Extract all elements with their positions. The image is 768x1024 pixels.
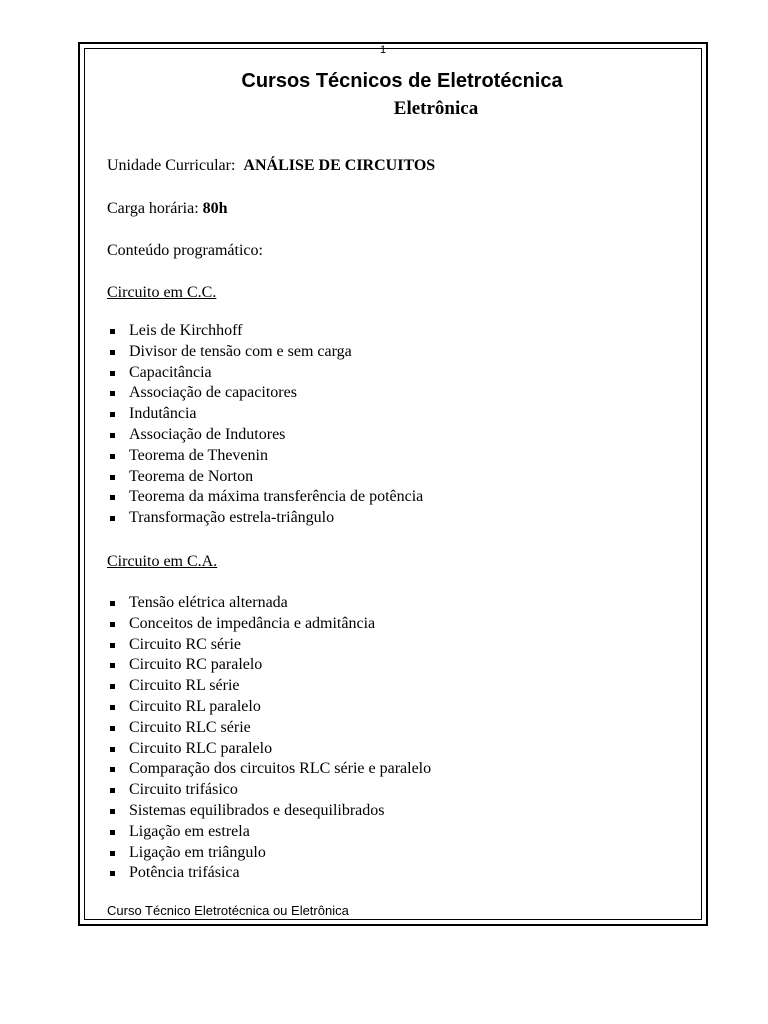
list-item: Conceitos de impedância e admitância	[107, 614, 431, 635]
bullet-square-icon	[110, 516, 115, 521]
bullet-square-icon	[110, 371, 115, 376]
hours-label: Carga horária:	[107, 200, 199, 217]
list-item: Capacitância	[107, 363, 423, 384]
list-item: Circuito RC paralelo	[107, 655, 431, 676]
list-item: Teorema da máxima transferência de potência	[107, 487, 423, 508]
list-item: Teorema de Thevenin	[107, 446, 423, 467]
bullet-square-icon	[110, 767, 115, 772]
bullet-square-icon	[110, 433, 115, 438]
unit-value: ANÁLISE DE CIRCUITOS	[243, 157, 436, 174]
list-item: Sistemas equilibrados e desequilibrados	[107, 801, 431, 822]
bullet-square-icon	[110, 726, 115, 731]
list-item: Circuito trifásico	[107, 780, 431, 801]
list-item: Transformação estrela-triângulo	[107, 508, 423, 529]
list-item: Ligação em estrela	[107, 822, 431, 843]
bullet-square-icon	[110, 350, 115, 355]
list-item: Leis de Kirchhoff	[107, 321, 423, 342]
bullet-square-icon	[110, 622, 115, 627]
bullet-square-icon	[110, 809, 115, 814]
list-item: Comparação dos circuitos RLC série e paralelo	[107, 759, 431, 780]
list-item: Tensão elétrica alternada	[107, 593, 431, 614]
list-item: Circuito RL paralelo	[107, 697, 431, 718]
hours-line	[107, 199, 228, 219]
topic-list-cc	[107, 321, 423, 529]
unit-label: Unidade Curricular:	[107, 157, 236, 174]
bullet-square-icon	[110, 684, 115, 689]
bullet-square-icon	[110, 663, 115, 668]
content-label: Conteúdo programático:	[107, 242, 263, 259]
bullet-square-icon	[110, 495, 115, 500]
bullet-square-icon	[110, 871, 115, 876]
list-item: Circuito RC série	[107, 635, 431, 656]
bullet-square-icon	[110, 329, 115, 334]
section-heading-cc: Circuito em C.C.	[107, 284, 217, 301]
document-title: Cursos Técnicos de Eletrotécnica	[241, 70, 563, 92]
list-item: Ligação em triângulo	[107, 843, 431, 864]
bullet-square-icon	[110, 705, 115, 710]
list-item: Potência trifásica	[107, 863, 431, 884]
page-footer: Curso Técnico Eletrotécnica ou Eletrônica	[107, 903, 349, 918]
list-item: Associação de capacitores	[107, 383, 423, 404]
bullet-square-icon	[110, 412, 115, 417]
bullet-square-icon	[110, 454, 115, 459]
bullet-square-icon	[110, 643, 115, 648]
hours-value: 80h	[202, 200, 228, 217]
list-item: Indutância	[107, 404, 423, 425]
list-item: Teorema de Norton	[107, 467, 423, 488]
bullet-square-icon	[110, 830, 115, 835]
document-subtitle: Eletrônica	[393, 98, 479, 119]
list-item: Associação de Indutores	[107, 425, 423, 446]
bullet-square-icon	[110, 788, 115, 793]
bullet-square-icon	[110, 747, 115, 752]
bullet-square-icon	[110, 601, 115, 606]
topic-list-ca	[107, 593, 431, 884]
list-item: Circuito RLC série	[107, 718, 431, 739]
list-item: Circuito RLC paralelo	[107, 739, 431, 760]
page-number: 1	[380, 44, 387, 56]
unit-line	[107, 156, 435, 176]
bullet-square-icon	[110, 475, 115, 480]
list-item: Circuito RL série	[107, 676, 431, 697]
bullet-square-icon	[110, 391, 115, 396]
section-heading-ca: Circuito em C.A.	[107, 553, 218, 570]
list-item: Divisor de tensão com e sem carga	[107, 342, 423, 363]
bullet-square-icon	[110, 851, 115, 856]
